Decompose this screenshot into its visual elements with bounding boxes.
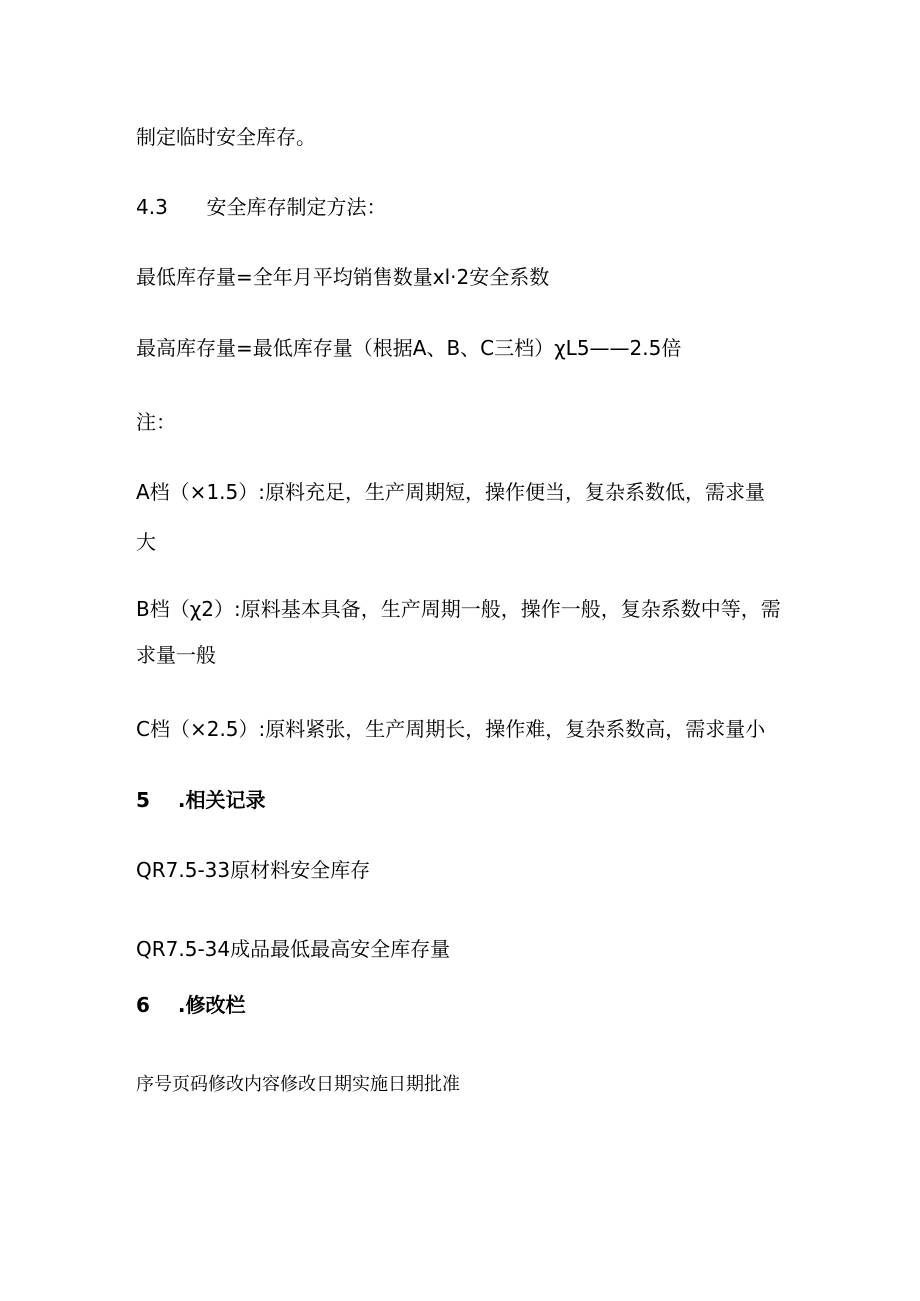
section-title: .相关记录	[177, 788, 266, 812]
revision-table-header: 序号页码修改内容修改日期实施日期批准	[136, 1074, 460, 1095]
grade-a-line-2: 大	[136, 530, 156, 554]
paragraph-temp-safety-stock: 制定临时安全库存。	[136, 125, 316, 149]
section-4-3-heading	[136, 194, 387, 220]
section-number: 4.3	[136, 195, 168, 219]
grade-b-line-2: 求量一般	[136, 643, 216, 667]
grade-b-line-1: B档（χ2）:原料基本具备，生产周期一般，操作一般，复杂系数中等，需	[136, 597, 781, 621]
grade-a-line-1: A档（×1.5）:原料充足，生产周期短，操作便当，复杂系数低，需求量	[136, 480, 765, 504]
grade-c-line: C档（×2.5）:原料紧张，生产周期长，操作难，复杂系数高，需求量小	[136, 717, 766, 741]
section-title: .修改栏	[177, 993, 246, 1017]
record-item-qr7-5-33: QR7.5-33原材料安全库存	[136, 858, 371, 882]
section-title: 安全库存制定方法：	[206, 195, 387, 219]
note-label: 注：	[136, 410, 176, 434]
formula-max-stock: 最高库存量=最低库存量（根据A、B、C三档）χL5——2.5倍	[136, 336, 682, 360]
section-number: 5	[136, 788, 150, 812]
section-6-heading	[136, 992, 245, 1018]
record-item-qr7-5-34: QR7.5-34成品最低最高安全库存量	[136, 937, 451, 961]
formula-min-stock: 最低库存量=全年月平均销售数量xl·2安全系数	[136, 265, 550, 289]
section-number: 6	[136, 993, 150, 1017]
section-5-heading	[136, 787, 265, 813]
